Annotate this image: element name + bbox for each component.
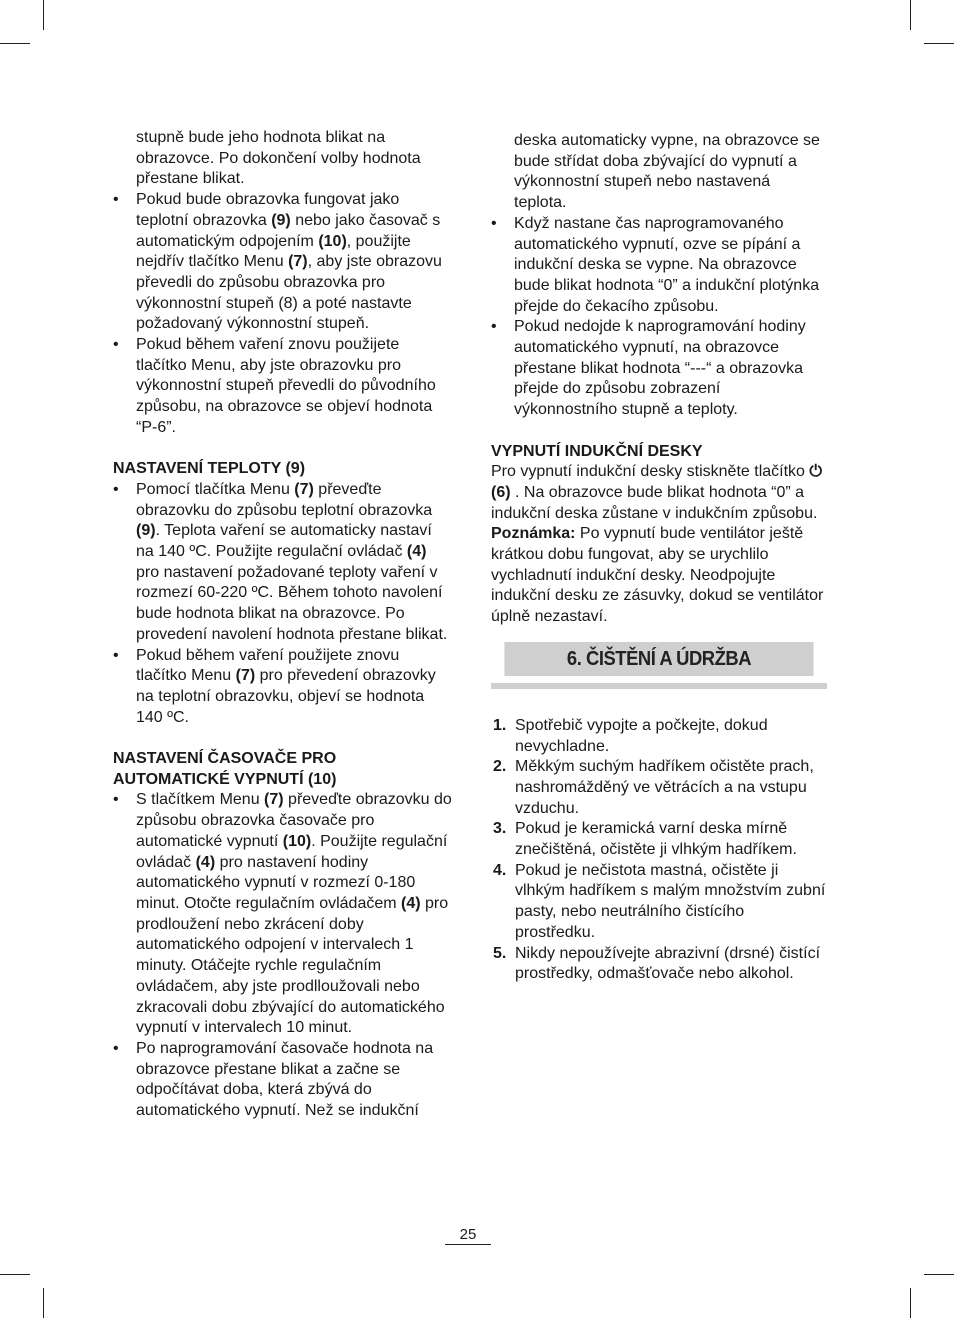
power-off-paragraph: Pro vypnutí indukční desky stiskněte tlačítko ⏻ (6) . Na obrazovce bude blikat hodnota “0” a indukční deska zůstane v indukčním způsobu.	[491, 463, 823, 522]
list-item	[491, 757, 827, 819]
list-item-text: Spotřebič vypojte a počkejte, dokud nevychladne.	[515, 716, 768, 755]
crop-mark	[924, 43, 954, 44]
list-item-number: 5.	[493, 944, 507, 962]
bullet-item: • Pomocí tlačítka Menu (7) převeďte obrazovku do způsobu teplotní obrazovka (9). Teplota vaření se automaticky nastaví na 140 ºC. Použijte regulační ovládač (4) pro nastavení požadované teploty vaření v rozmezí 60-220 ºC. Během tohoto navolení bude hodnota blikat na obrazovce. Po provedení navolení hodnota přestane blikat.	[113, 480, 453, 646]
crop-mark	[43, 1288, 44, 1318]
list-item-text: Pokud je keramická varní deska mírně znečištěná, očistěte ji vlhkým hadříkem.	[515, 820, 797, 859]
crop-mark	[924, 1274, 954, 1275]
list-item-text: Nikdy nepoužívejte abrazivní (drsné) čistící prostředky, odmašťovače nebo alkohol.	[515, 944, 821, 983]
list-item-number: 1.	[493, 716, 507, 734]
list-item-number: 3.	[493, 820, 507, 838]
crop-mark	[910, 0, 911, 30]
crop-mark	[910, 1288, 911, 1318]
bullet-item: • Pokud během vaření použijete znovu tlačítko Menu (7) pro převedení obrazovky na teplotní obrazovku, objeví se hodnota 140 ºC.	[113, 646, 453, 729]
list-item-text: Měkkým suchým hadříkem očistěte prach, nashromážděný ve větrácích a na vstupu vzduchu.	[515, 758, 814, 817]
section-heading-power-off: VYPNUTÍ INDUKČNÍ DESKY	[491, 442, 703, 460]
right-column	[491, 131, 827, 985]
section-heading-temperature: NASTAVENÍ TEPLOTY (9)	[113, 460, 306, 478]
crop-mark	[0, 43, 30, 44]
power-icon: ⏻	[809, 463, 823, 481]
list-item-number: 4.	[493, 861, 507, 879]
section-title-cleaning: 6. ČIŠTĚNÍ A ÚDRŽBA	[504, 642, 813, 676]
bullet-item: • Po naprogramování časovače hodnota na obrazovce přestane blikat a začne se odpočítávat doba, která zbývá do automatického vypnutí. Než se indukční	[113, 1039, 453, 1122]
crop-mark	[0, 1274, 30, 1275]
list-item	[491, 944, 827, 985]
cleaning-steps-list	[491, 716, 827, 985]
list-item-number: 2.	[493, 758, 507, 776]
continued-paragraph: stupně bude jeho hodnota blikat na obrazovce. Po dokončení volby hodnota přestane blikat.	[136, 129, 421, 188]
bullet-item: • Pokud během vaření znovu použijete tlačítko Menu, aby jste obrazovku pro výkonnostní stupeň převedli do původního způsobu, na obrazovce se objeví hodnota “P-6”.	[113, 335, 453, 439]
bullet-item: • Pokud nedojde k naprogramování hodiny automatického vypnutí, na obrazovce přestane blikat hodnota “---“ a obrazovka přejde do způsobu zobrazení výkonnostního stupně a teploty.	[491, 317, 827, 421]
list-item	[491, 716, 827, 757]
crop-mark	[43, 0, 44, 30]
list-item	[491, 861, 827, 944]
list-item	[491, 819, 827, 860]
continued-paragraph: deska automaticky vypne, na obrazovce se bude střídat doba zbývající do vypnutí a výkonnostní stupeň nebo nastavená teplota.	[514, 132, 820, 212]
page-number: 25	[445, 1226, 491, 1245]
note-paragraph: Poznámka: Po vypnutí bude ventilátor ještě krátkou dobu fungovat, aby se urychlilo vychladnutí indukční desky. Neodpojujte indukční desku ze zásuvky, dokud se ventilátor úplně nezastaví.	[491, 525, 824, 626]
left-column	[113, 128, 453, 1122]
bullet-item: • S tlačítkem Menu (7) převeďte obrazovku do způsobu obrazovka časovače pro automatické vypnutí (10). Použijte regulační ovládač (4) pro nastavení hodiny automatického vypnutí v rozmezí 0-180 minut. Otočte regulačním ovládačem (4) pro prodloužení nebo zkrácení doby automatického odpojení v intervalech 1 minuty. Otáčejte rychle regulačním ovládačem, aby jste prodlloužovali nebo zkracovali dobu zbývající do automatického vypnutí v intervalech 10 minut.	[113, 790, 453, 1038]
bullet-item: • Když nastane čas naprogramovaného automatického vypnutí, ozve se pípání a indukční deska se vypne. Na obrazovce bude blikat hodnota “0” a indukční plotýnka přejde do čekacího způsobu.	[491, 214, 827, 318]
list-item-text: Pokud je nečistota mastná, očistěte ji vlhkým hadříkem s malým množstvím zubní pasty, nebo neutrálního čistícího prostředku.	[515, 861, 826, 941]
bullet-item: • Pokud bude obrazovka fungovat jako teplotní obrazovka (9) nebo jako časovač s automatickým odpojením (10), použijte nejdřív tlačítko Menu (7), aby jste obrazovu převedli do způsobu obrazovka pro výkonnostní stupeň (8) a poté nastavte požadovaný výkonnostní stupeň.	[113, 190, 453, 335]
section-heading-timer: NASTAVENÍ ČASOVAČE PRO AUTOMATICKÉ VYPNUTÍ (10)	[113, 750, 337, 788]
